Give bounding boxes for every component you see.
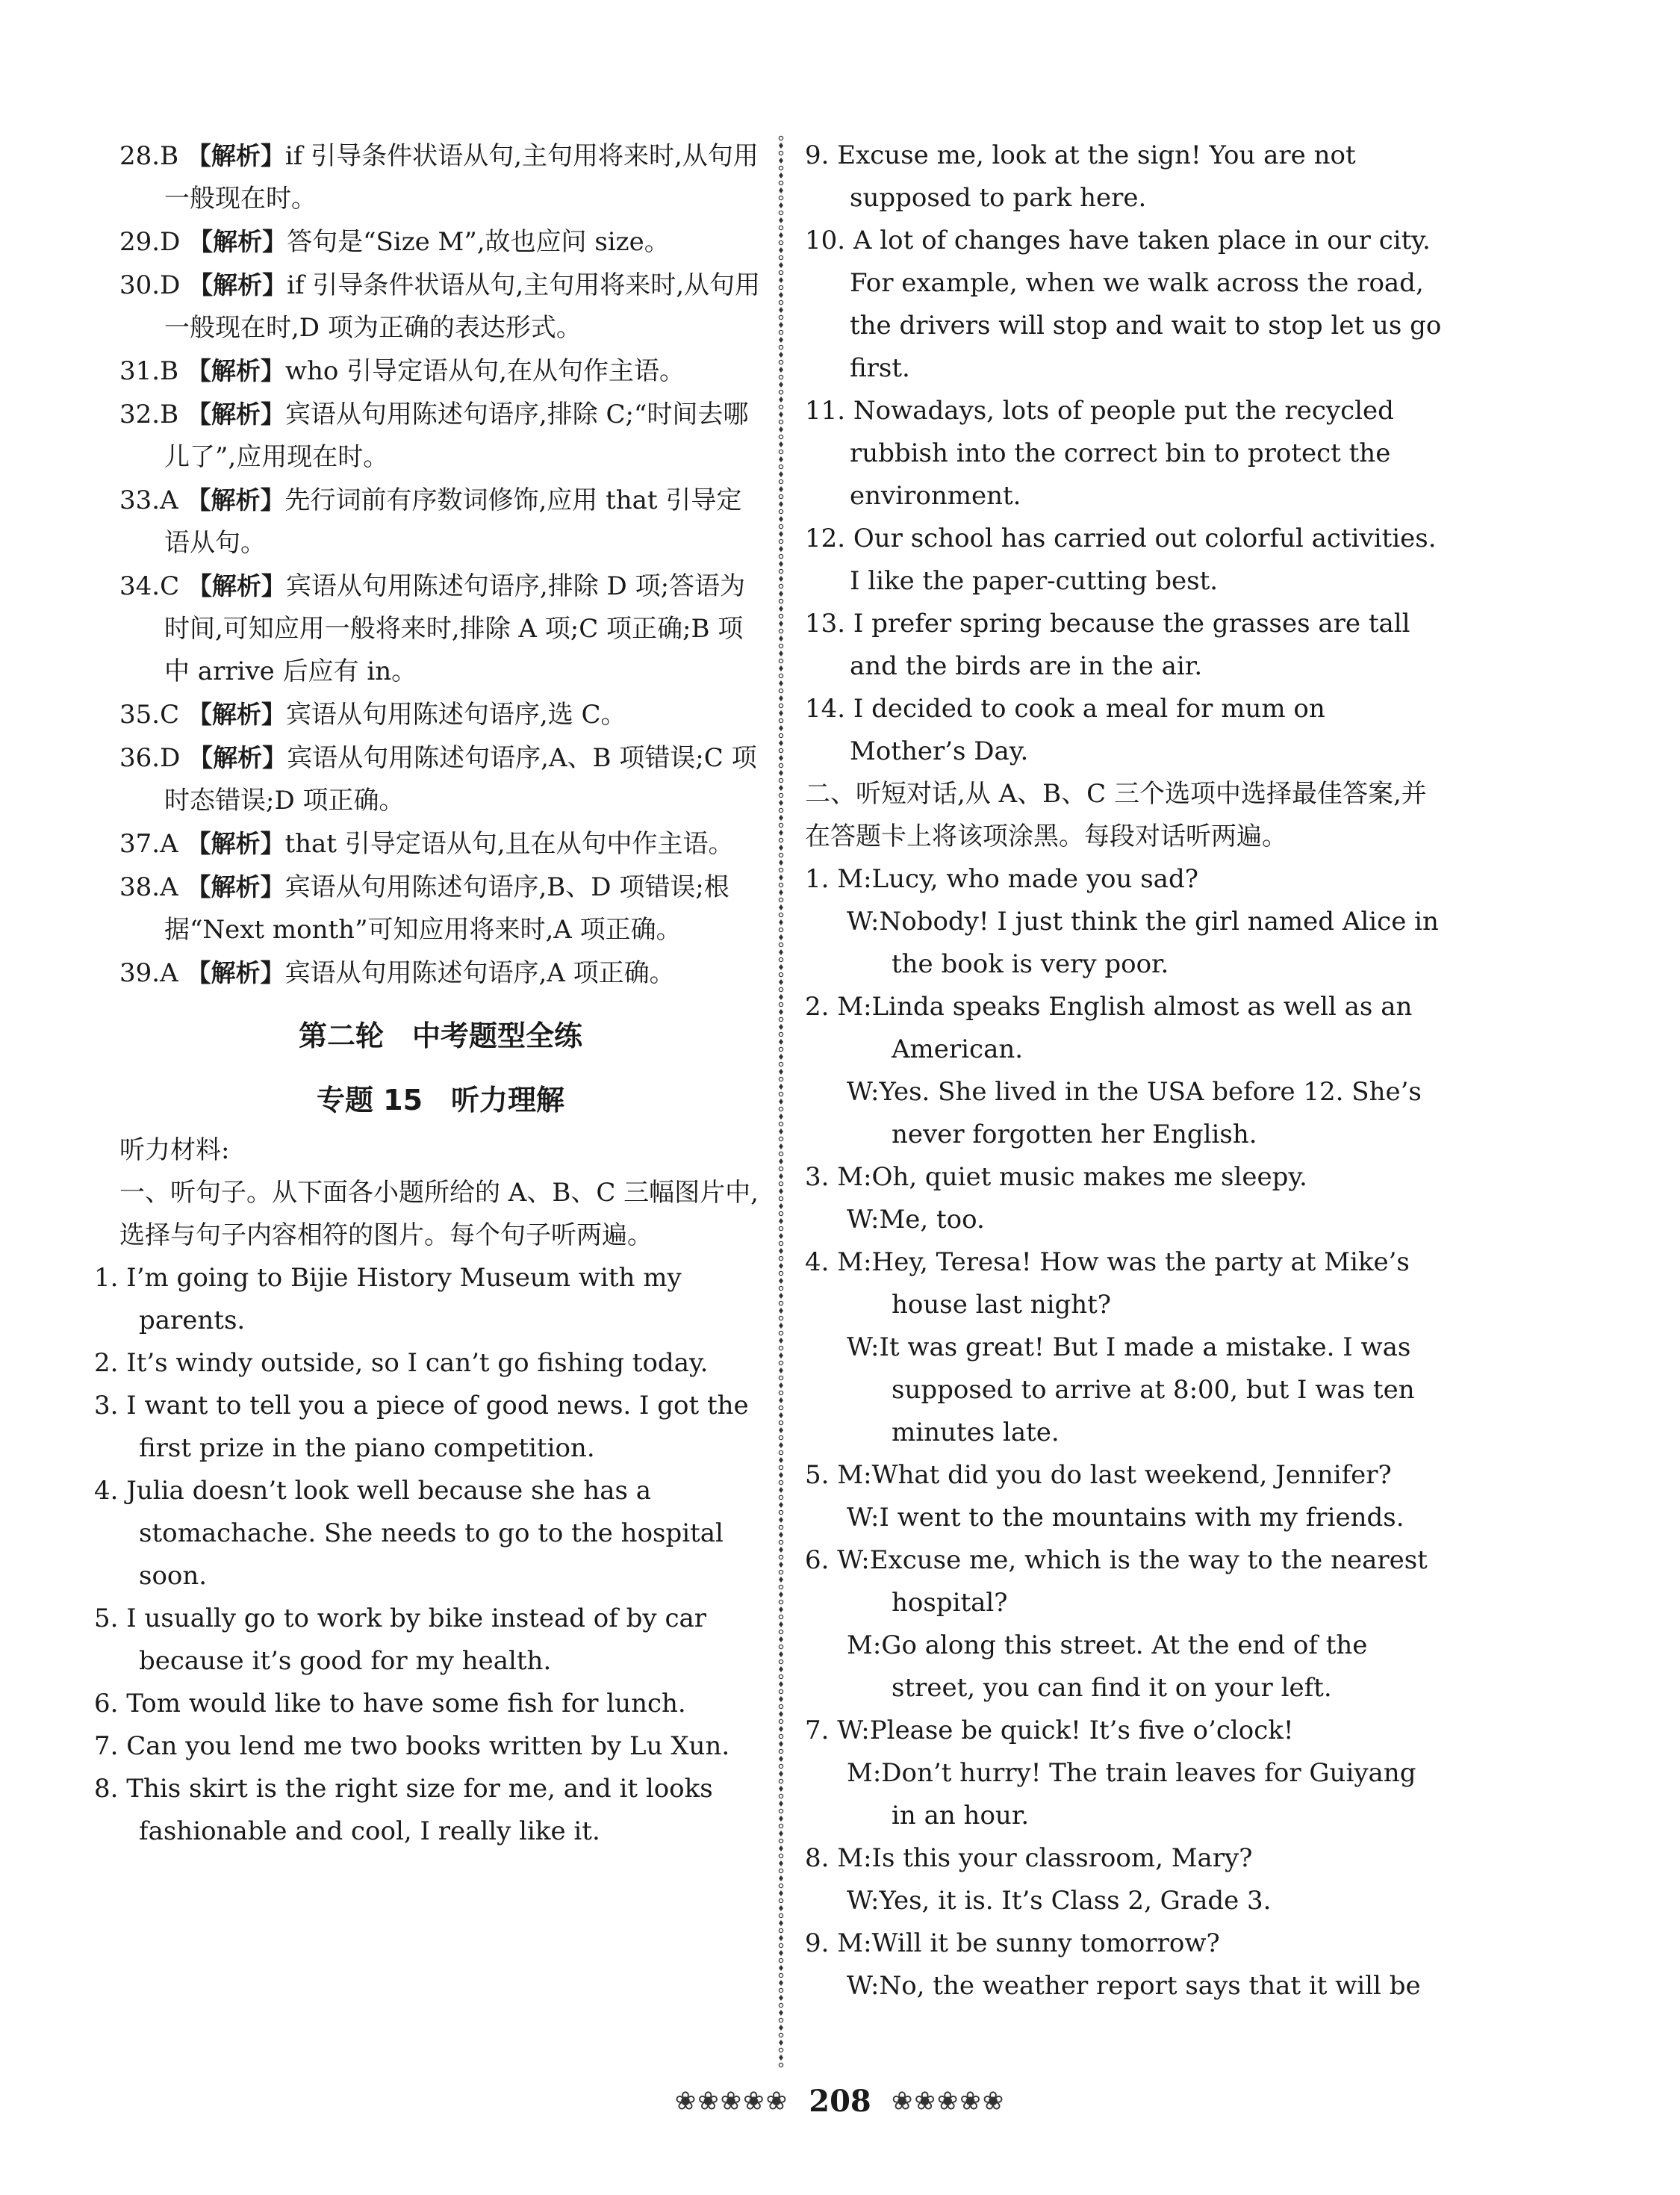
part1-list [94, 1257, 762, 1853]
sentence-item: 14. I decided to cook a meal for mum on Mother’s Day. [805, 694, 1325, 766]
answer-item: 36.D 【解析】宾语从句用陈述句语序,A、B 项错误;C 项时态错误;D 项正确。 [119, 743, 757, 816]
flower-ornament-icon: ❀❀❀❀❀ [674, 2086, 789, 2117]
dialogue-item [805, 1454, 1443, 1539]
dialogue-line: M:Don’t hurry! The train leaves for Guiyang in an hour. [847, 1758, 1416, 1831]
answer-item: 37.A 【解析】that 引导定语从句,且在从句中作主语。 [119, 829, 734, 859]
part1-list-continued [805, 134, 1443, 773]
dialogue-list [805, 858, 1443, 2008]
sentence-item: 12. Our school has carried out colorful activities. I like the paper-cutting best. [805, 524, 1437, 596]
topic-title: 专题 15 听力理解 [316, 1084, 565, 1117]
answer-item: 31.B 【解析】who 引导定语从句,在从句作主语。 [119, 356, 685, 386]
dialogue-item [805, 1241, 1443, 1454]
dialogue-line: 8. M:Is this your classroom, Mary? [805, 1843, 1253, 1873]
dialogue-line: W:Me, too. [847, 1205, 985, 1235]
answer-item: 28.B 【解析】if 引导条件状语从句,主句用将来时,从句用一般现在时。 [119, 141, 759, 214]
flower-ornament-icon: ❀❀❀❀❀ [891, 2086, 1006, 2117]
dialogue-line: W:No, the weather report says that it will be [847, 1971, 1421, 2001]
sentence-item: 6. Tom would like to have some fish for lunch. [94, 1689, 686, 1719]
dialogue-item [805, 1922, 1443, 2008]
dialogue-line: W:Yes, it is. It’s Class 2, Grade 3. [847, 1886, 1272, 1916]
dialogue-line: 5. M:What did you do last weekend, Jennifer? [805, 1460, 1392, 1490]
answer-item: 38.A 【解析】宾语从句用陈述句语序,B、D 项错误;根据“Next month”可知应用将来时,A 项正确。 [119, 872, 729, 945]
dialogue-item [805, 1837, 1443, 1922]
sentence-item: 4. Julia doesn’t look well because she has a stomachache. She needs to go to the hospital soon. [94, 1476, 724, 1591]
dialogue-line: W:Nobody! I just think the girl named Alice in the book is very poor. [847, 907, 1439, 979]
page-footer [0, 2084, 1680, 2119]
dialogue-line: W:It was great! But I made a mistake. I was supposed to arrive at 8:00, but I was ten minutes late. [847, 1332, 1415, 1447]
dialogue-item [805, 858, 1443, 986]
sentence-item: 9. Excuse me, look at the sign! You are not supposed to park here. [805, 140, 1356, 213]
dialogue-item [805, 1710, 1443, 1837]
dialogue-line: 2. M:Linda speaks English almost as well as an American. [805, 992, 1413, 1064]
answer-item: 33.A 【解析】先行词前有序数词修饰,应用 that 引导定语从句。 [119, 485, 742, 558]
answer-item: 35.C 【解析】宾语从句用陈述句语序,选 C。 [119, 700, 626, 730]
page-number: 208 [809, 2084, 871, 2119]
answer-item: 29.D 【解析】答句是“Size M”,故也应问 size。 [119, 227, 670, 257]
sentence-item: 8. This skirt is the right size for me, and it looks fashionable and cool, I really like it. [94, 1774, 713, 1846]
dialogue-line: 3. M:Oh, quiet music makes me sleepy. [805, 1162, 1307, 1192]
dialogue-line: W:I went to the mountains with my friends. [847, 1503, 1404, 1533]
dialogue-item [805, 1539, 1443, 1710]
right-column [805, 134, 1443, 2008]
dialogue-line: 4. M:Hey, Teresa! How was the party at Mike’s house last night? [805, 1247, 1410, 1320]
dialogue-line: 9. M:Will it be sunny tomorrow? [805, 1928, 1220, 1958]
column-divider [777, 134, 785, 2069]
dialogue-line: 7. W:Please be quick! It’s five o’clock! [805, 1716, 1294, 1745]
sentence-item: 7. Can you lend me two books written by Lu Xun. [94, 1731, 730, 1761]
answer-item: 30.D 【解析】if 引导条件状语从句,主句用将来时,从句用一般现在时,D 项为正确的表达形式。 [119, 270, 761, 343]
sentence-item: 2. It’s windy outside, so I can’t go fishing today. [94, 1348, 709, 1378]
answer-item: 34.C 【解析】宾语从句用陈述句语序,排除 D 项;答语为时间,可知应用一般将来时,排除 A 项;C 项正确;B 项中 arrive 后应有 in。 [119, 571, 746, 686]
sentence-item: 3. I want to tell you a piece of good news. I got the first prize in the piano competition. [94, 1391, 749, 1463]
dialogue-line: W:Yes. She lived in the USA before 12. She’s never forgotten her English. [847, 1077, 1422, 1149]
part2-instruction: 二、听短对话,从 A、B、C 三个选项中选择最佳答案,并在答题卡上将该项涂黑。每段对话听两遍。 [805, 779, 1427, 851]
dialogue-line: M:Go along this street. At the end of the street, you can find it on your left. [847, 1630, 1368, 1703]
material-label: 听力材料: [119, 1135, 230, 1165]
answer-item: 39.A 【解析】宾语从句用陈述句语序,A 项正确。 [119, 958, 675, 988]
sentence-item: 11. Nowadays, lots of people put the recycled rubbish into the correct bin to protect the environment. [805, 396, 1394, 511]
sentence-item: 1. I’m going to Bijie History Museum with my parents. [94, 1263, 682, 1335]
dialogue-line: 6. W:Excuse me, which is the way to the nearest hospital? [805, 1545, 1428, 1618]
part1-instruction: 一、听句子。从下面各小题所给的 A、B、C 三幅图片中,选择与句子内容相符的图片。每个句子听两遍。 [119, 1178, 759, 1250]
left-column [94, 134, 762, 1853]
dialogue-item [805, 986, 1443, 1156]
answer-list [119, 134, 762, 995]
section-title: 第二轮 中考题型全练 [298, 1019, 582, 1052]
sentence-item: 5. I usually go to work by bike instead of by car because it’s good for my health. [94, 1603, 707, 1676]
answer-item: 32.B 【解析】宾语从句用陈述句语序,排除 C;“时间去哪儿了”,应用现在时。 [119, 400, 749, 472]
dialogue-line: 1. M:Lucy, who made you sad? [805, 864, 1198, 894]
sentence-item: 10. A lot of changes have taken place in our city. For example, when we walk across the road, the drivers will stop and wait to stop let us go first. [805, 226, 1442, 383]
sentence-item: 13. I prefer spring because the grasses are tall and the birds are in the air. [805, 609, 1410, 681]
dialogue-item [805, 1156, 1443, 1241]
